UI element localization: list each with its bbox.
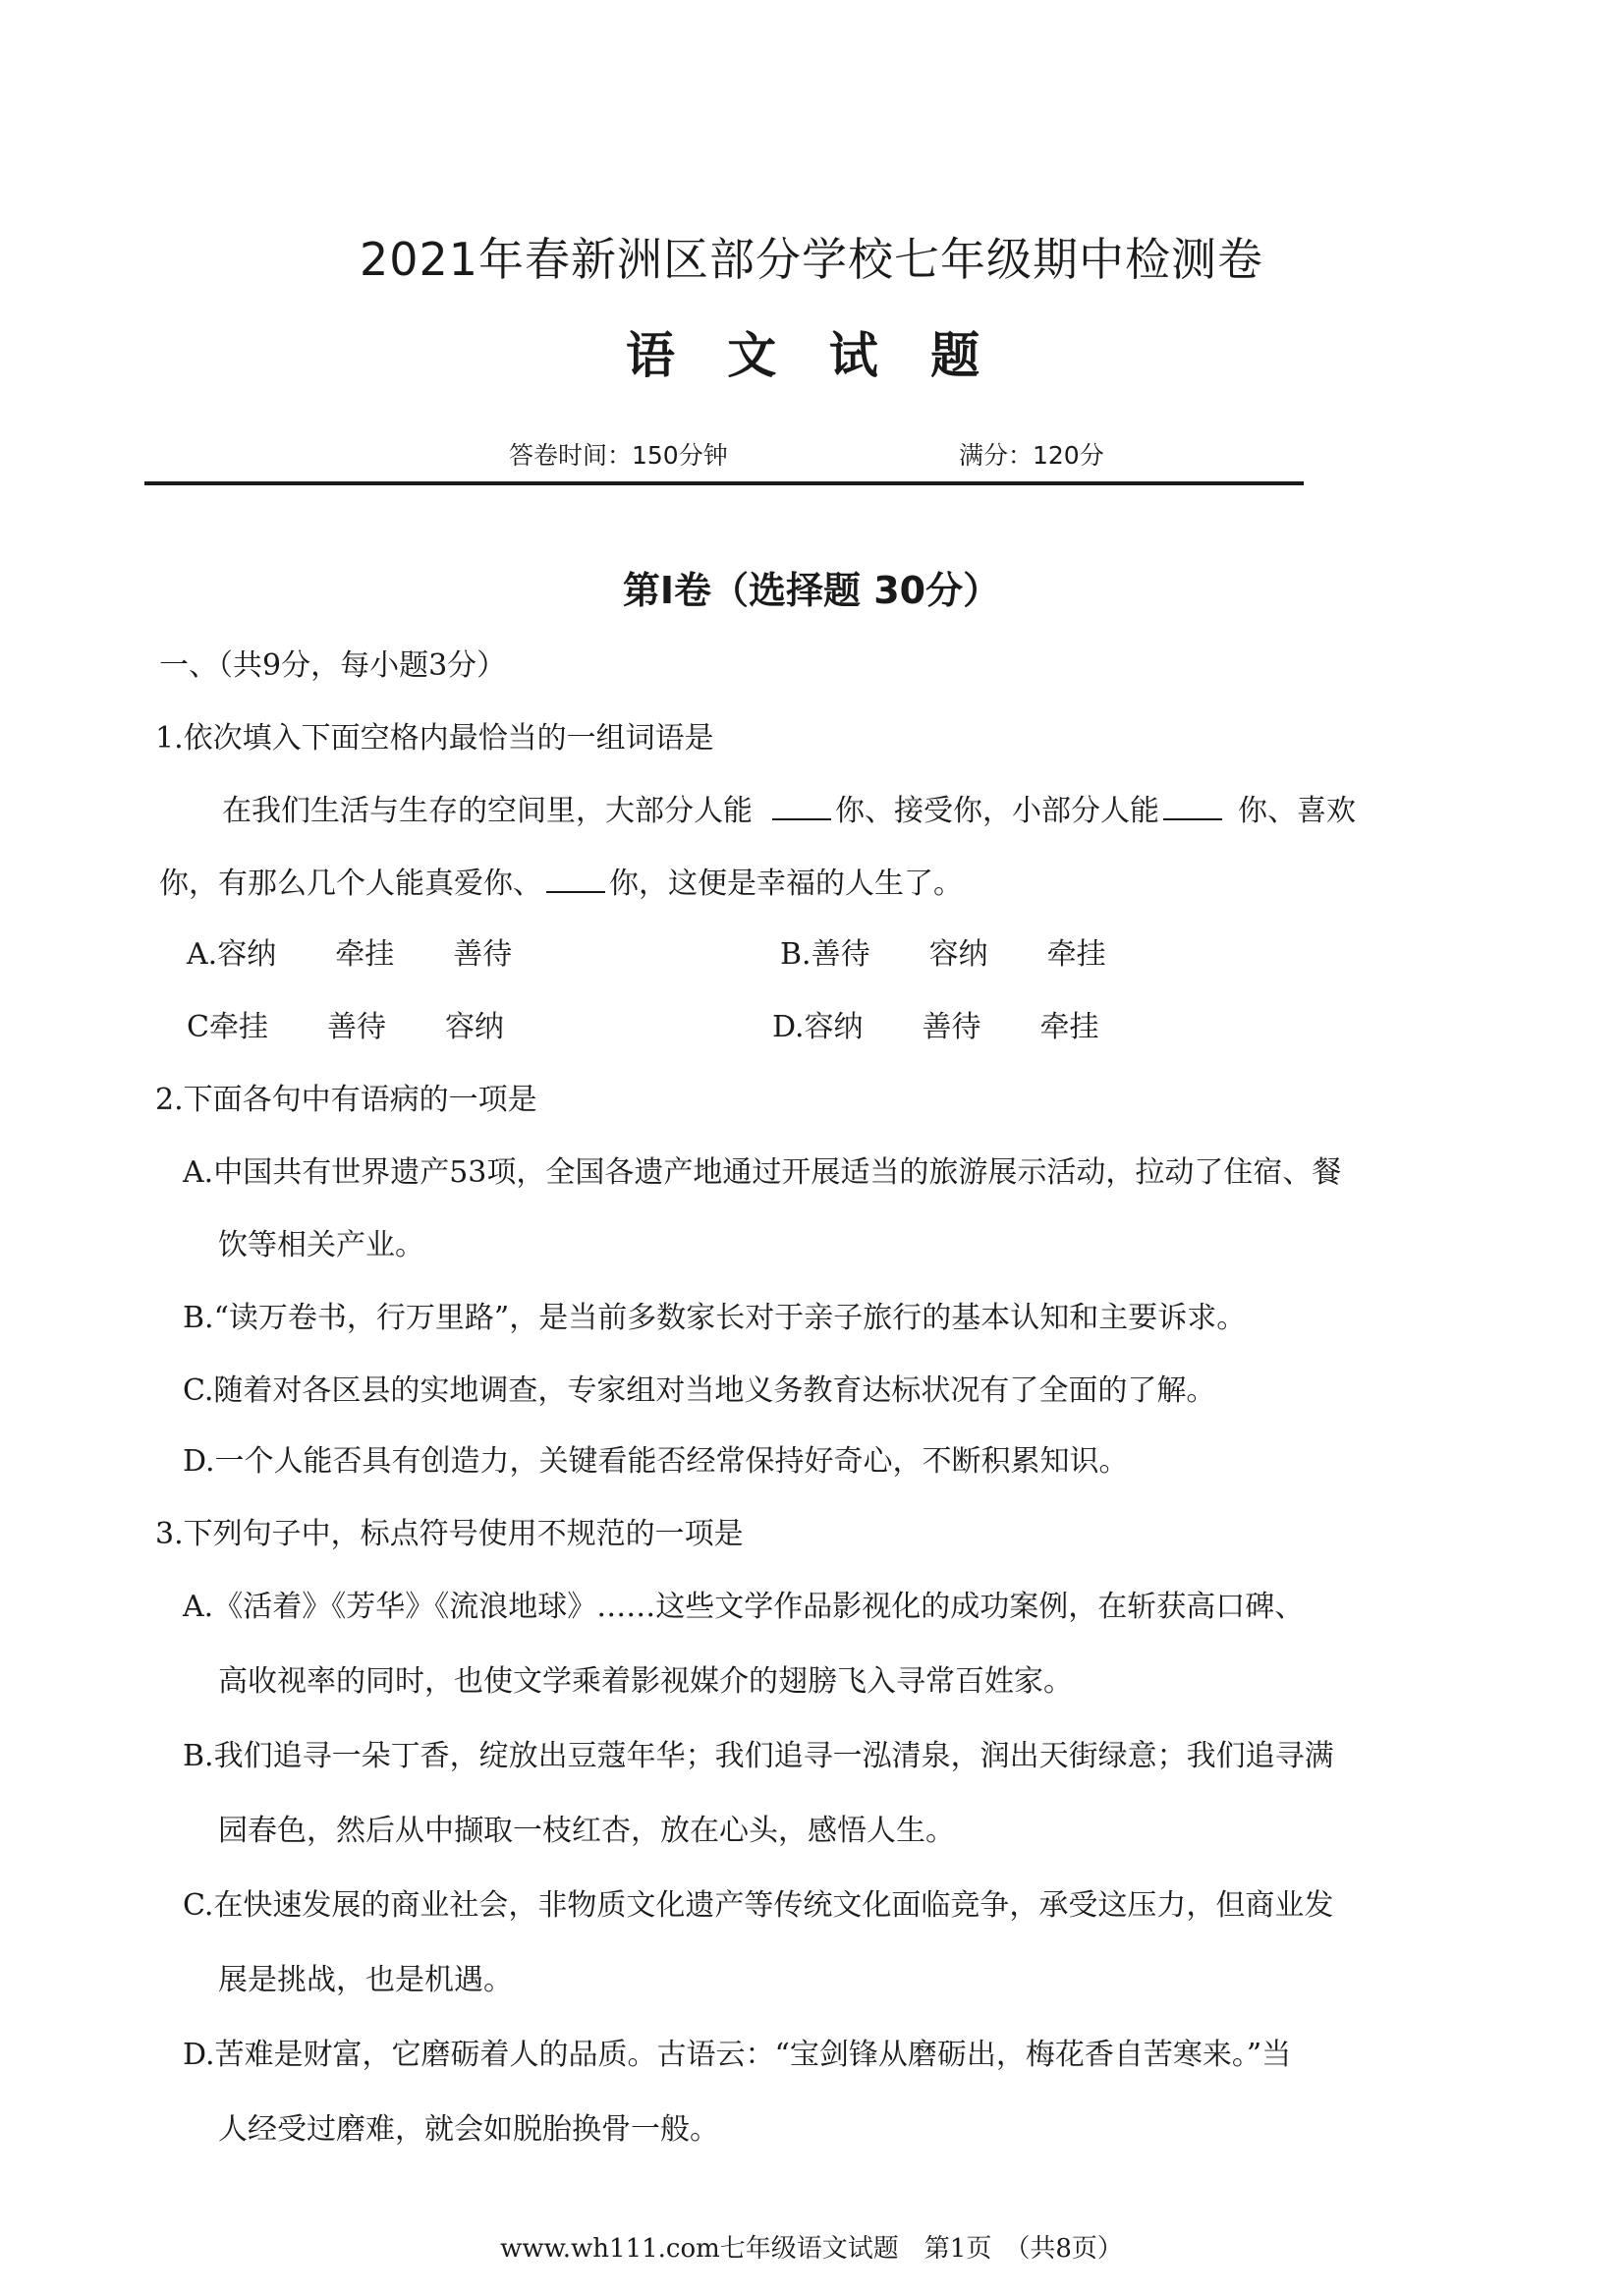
q3-option-d-line2: 人经受过磨难，就会如脱胎换骨一般。 [218,2112,719,2147]
q1-passage-part1: 在我们生活与生存的空间里，大部分人能 [222,794,753,828]
header-divider [144,481,1304,485]
q1-passage-part2: 你、接受你，小部分人能 [835,794,1159,828]
q2-option-c: C.随着对各区县的实地调查，专家组对当地义务教育达标状况有了全面的了解。 [183,1373,1216,1408]
q3-stem: 3.下列句子中，标点符号使用不规范的一项是 [155,1517,744,1551]
q1-option-d: D.容纳 善待 牵挂 [772,1010,1099,1044]
full-score: 满分：120分 [959,441,1104,470]
q1-passage-part3: 你、喜欢 [1238,794,1356,828]
q1-option-a: A.容纳 牵挂 善待 [187,937,513,972]
q1-stem: 1.依次填入下面空格内最恰当的一组词语是 [155,721,714,756]
q3-option-b-line1: B.我们追寻一朵丁香，绽放出豆蔻年华；我们追寻一泓清泉，润出天街绿意；我们追寻满 [183,1739,1334,1773]
q2-option-a-line2: 饮等相关产业。 [218,1228,424,1262]
q3-option-d-line1: D.苦难是财富，它磨砺着人的品质。古语云：“宝剑锋从磨砺出，梅花香自苦寒来。”当 [183,2038,1292,2072]
q2-option-a-line1: A.中国共有世界遗产53项，全国各遗产地通过开展适当的旅游展示活动，拉动了住宿、餐 [183,1155,1342,1190]
q1-passage-part4: 你，有那么几个人能真爱你、 [159,867,542,901]
q3-option-a-line1: A.《活着》《芳华》《流浪地球》……这些文学作品影视化的成功案例，在斩获高口碑、 [183,1590,1305,1624]
q3-option-b-line2: 园春色，然后从中撷取一枝红杏，放在心头，感悟人生。 [218,1814,955,1848]
time-limit: 答卷时间：150分钟 [509,441,728,470]
exam-subject: 语 文 试 题 [625,327,998,384]
exam-title: 2021年春新洲区部分学校七年级期中检测卷 [359,233,1264,286]
q3-option-c-line2: 展是挑战，也是机遇。 [218,1963,513,1997]
q2-option-d: D.一个人能否具有创造力，关键看能否经常保持好奇心，不断积累知识。 [183,1444,1129,1479]
q1-passage-line1 [222,786,1356,829]
q1-passage-part5: 你，这便是幸福的人生了。 [609,867,963,901]
q1-passage-line2 [159,859,963,902]
q3-option-a-line2: 高收视率的同时，也使文学乘着影视媒介的翅膀飞入寻常百姓家。 [218,1664,1073,1699]
q2-option-b: B.“读万卷书，行万里路”，是当前多数家长对于亲子旅行的基本认知和主要诉求。 [183,1301,1247,1335]
section-title: 第Ⅰ卷（选择题 30分） [622,569,1001,612]
q1-option-b: B.善待 容纳 牵挂 [780,937,1106,972]
page-footer: www.wh111.com七年级语文试题 第1页 （共8页） [500,2234,1123,2264]
q1-option-c: C牵挂 善待 容纳 [187,1010,504,1044]
blank-2 [1163,817,1222,820]
q2-stem: 2.下面各句中有语病的一项是 [155,1083,537,1117]
q3-option-c-line1: C.在快速发展的商业社会，非物质文化遗产等传统文化面临竞争，承受这压力，但商业发 [183,1888,1334,1923]
blank-3 [546,890,605,893]
blank-1 [772,817,831,820]
part-heading: 一、（共9分，每小题3分） [159,648,507,683]
